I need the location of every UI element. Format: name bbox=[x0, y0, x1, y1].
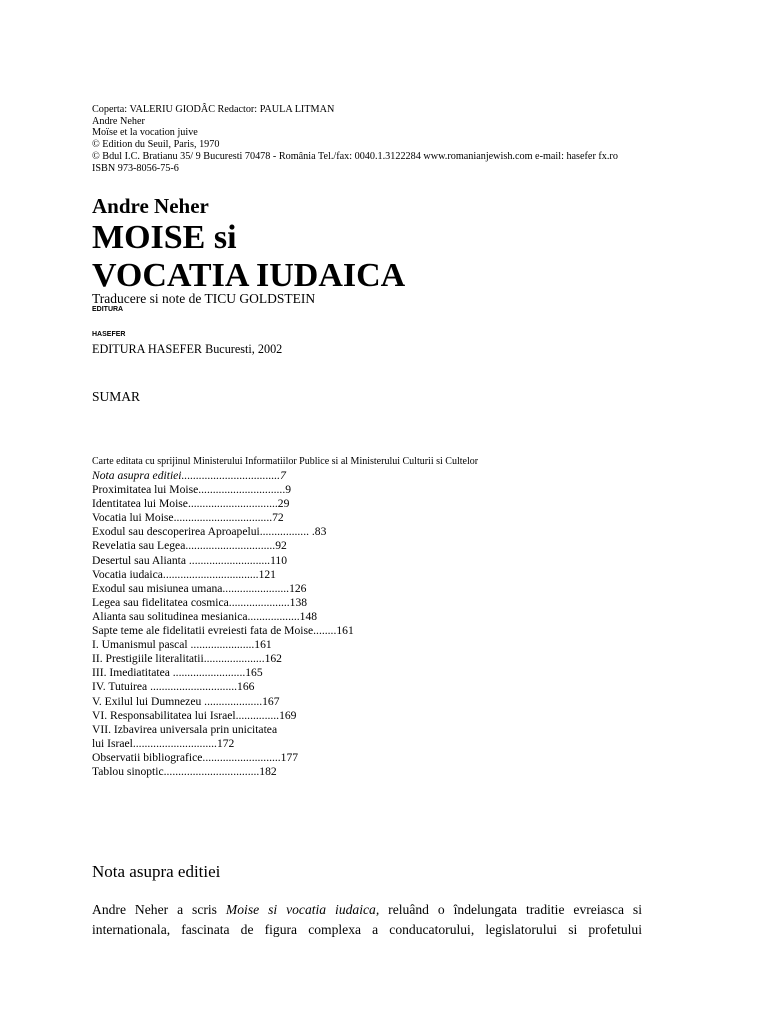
book-title-line-2: VOCATIA IUDAICA bbox=[92, 257, 406, 294]
copyright-block bbox=[92, 104, 712, 174]
toc-entry: Proximitatea lui Moise..............................9 bbox=[92, 483, 292, 497]
book-title bbox=[92, 219, 405, 295]
contents-heading: SUMAR bbox=[92, 389, 141, 404]
meta-original-title-line: Moïse et la vocation juive bbox=[92, 127, 198, 139]
toc-entry: III. Imediatitatea .........................165 bbox=[92, 666, 263, 680]
meta-isbn-line: ISBN 973-8056-75-6 bbox=[92, 162, 179, 174]
toc-entry: Observatii bibliografice...........................177 bbox=[92, 750, 299, 764]
toc-entry: lui Israel.............................172 bbox=[92, 736, 235, 750]
sponsor-credit: Carte editata cu sprijinul Ministerului Informatiilor Publice si al Ministerului Culturii si Cultelor bbox=[92, 456, 479, 467]
toc-entry: Nota asupra editiei..................................7 bbox=[92, 469, 286, 482]
toc-entry: IV. Tutuirea ..............................166 bbox=[92, 680, 255, 694]
translator-credit: Traducere si note de TICU GOLDSTEIN bbox=[92, 291, 316, 306]
toc-entry: V. Exilul lui Dumnezeu ....................167 bbox=[92, 694, 280, 708]
toc-entry: Identitatea lui Moise...............................29 bbox=[92, 497, 290, 511]
toc-entry: VI. Responsabilitatea lui Israel...............169 bbox=[92, 708, 297, 722]
toc-entry: Vocatia iudaica.................................121 bbox=[92, 567, 276, 581]
toc-entry: Exodul sau descoperirea Aproapelui................. .83 bbox=[92, 525, 327, 539]
publisher-line: EDITURA HASEFER Bucuresti, 2002 bbox=[92, 342, 283, 356]
toc-entry: VII. Izbavirea universala prin unicitatea bbox=[92, 722, 278, 736]
meta-original-edition-line: © Edition du Seuil, Paris, 1970 bbox=[92, 139, 220, 151]
paragraph-book-title: Moise si vocatia iudaica, bbox=[225, 902, 380, 917]
meta-address-line: © Bdul I.C. Bratianu 35/ 9 Bucuresti 70478 - România Tel./fax: 0040.1.3122284 www.romanianjewish.com e-mail: hasefer fx.ro bbox=[92, 150, 618, 162]
toc-entry: Revelatia sau Legea...............................92 bbox=[92, 539, 287, 553]
table-of-contents bbox=[92, 469, 354, 779]
paragraph-line-2: internationala, fascinata de figura complexa a conducatorului, legislatorului si profetului bbox=[92, 922, 642, 937]
toc-entry: Alianta sau solitudinea mesianica..................148 bbox=[92, 609, 318, 623]
toc-entry: Legea sau fidelitatea cosmica.....................138 bbox=[92, 595, 308, 609]
body-paragraph bbox=[92, 900, 642, 940]
publisher-logo-label-1: EDITURA bbox=[92, 306, 124, 313]
meta-credits-line: Coperta: VALERIU GIODÂC Redactor: PAULA LITMAN bbox=[92, 104, 335, 115]
paragraph-line-1-rest: reluând o îndelungata traditie evreiasca si bbox=[379, 902, 642, 917]
toc-entry: Desertul sau Alianta ............................110 bbox=[92, 553, 288, 567]
toc-entry: I. Umanismul pascal ......................161 bbox=[92, 638, 272, 652]
toc-entry: Vocatia lui Moise..................................72 bbox=[92, 511, 284, 525]
toc-entry: Sapte teme ale fidelitatii evreiesti fata de Moise........161 bbox=[92, 624, 354, 638]
toc-entry: Exodul sau misiunea umana.......................126 bbox=[92, 581, 307, 595]
section-heading: Nota asupra editiei bbox=[92, 862, 221, 881]
book-title-line-1: MOISE si bbox=[92, 219, 237, 256]
meta-author-line: Andre Neher bbox=[92, 115, 145, 127]
publisher-logo-label-2: HASEFER bbox=[92, 331, 126, 338]
toc-entry: Tablou sinoptic.................................182 bbox=[92, 764, 277, 778]
book-author: Andre Neher bbox=[92, 194, 209, 218]
toc-entry: II. Prestigiile literalitatii.....................162 bbox=[92, 652, 282, 666]
paragraph-intro: Andre Neher a scris bbox=[92, 902, 226, 917]
